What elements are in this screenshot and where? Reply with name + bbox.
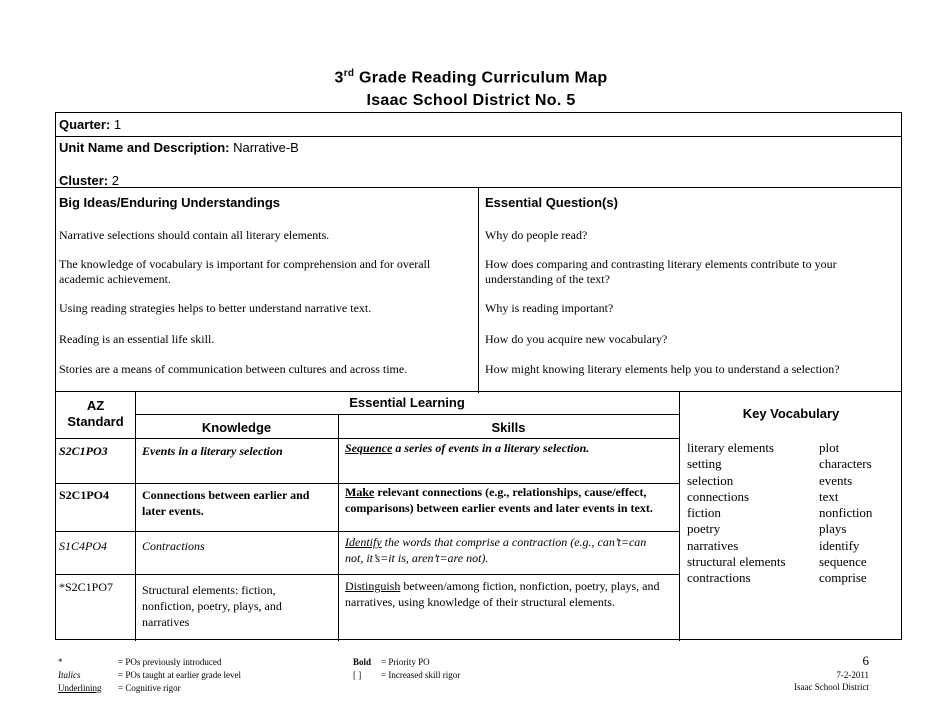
district-title: Isaac School District No. 5 (366, 92, 576, 109)
vocab-term: comprise (819, 570, 867, 586)
vocab-term: setting (687, 456, 722, 472)
vocab-term: text (819, 488, 839, 504)
vocab-term: narratives (687, 537, 739, 553)
col-standard-header-line1: AZ (86, 398, 105, 413)
vocab-term: structural elements (687, 554, 786, 570)
legend-key: Italics (58, 670, 81, 680)
col-skills-header: Skills (491, 420, 526, 435)
vocab-term: selection (687, 472, 734, 488)
vocab-term: plot (819, 440, 840, 455)
big-idea-item: Stories are a means of communication between cultures and across time. (59, 362, 408, 376)
legend-key: Underlining (58, 683, 102, 693)
essential-learning-header: Essential Learning (349, 395, 465, 410)
knowledge-cell: Contractions (142, 539, 205, 553)
questions-heading: Essential Question(s) (485, 195, 618, 210)
vocab-term: characters (819, 456, 872, 472)
big-ideas-section (55, 187, 902, 392)
vocab-term: poetry (687, 521, 721, 537)
vocab-term: sequence (819, 554, 867, 570)
cluster-value: 2 (111, 173, 119, 188)
quarter-row (55, 112, 902, 137)
unit-value: Narrative-B (233, 140, 299, 155)
skill-cell: Identify the words that comprise a contraction (e.g., can’t=can not, it’s=it is, aren’t=are not). (345, 535, 647, 565)
vocab-term: fiction (687, 505, 721, 521)
knowledge-cell: Structural elements: fiction, nonfiction, poetry, plays, and narratives (142, 583, 282, 629)
cluster-label: Cluster: (59, 173, 109, 188)
col-vocab-header: Key Vocabulary (742, 406, 840, 421)
vocab-term: nonfiction (819, 505, 873, 521)
legend-desc: = POs taught at earlier grade level (118, 670, 242, 680)
unit-row (55, 136, 902, 188)
skill-cell: Distinguish between/among fiction, nonfiction, poetry, plays, and narratives, using knowledge of their structural elements. (345, 579, 660, 609)
footer-org: Isaac School District (794, 682, 869, 692)
footer-date: 7-2-2011 (836, 670, 869, 680)
vocab-term: literary elements (687, 440, 774, 455)
vocab-term: identify (819, 537, 860, 553)
vocab-term: contractions (687, 570, 751, 586)
page-number: 6 (862, 653, 869, 668)
question-item: How do you acquire new vocabulary? (485, 332, 668, 346)
legend-desc: = POs previously introduced (118, 657, 222, 667)
legend-desc: = Increased skill rigor (381, 670, 461, 680)
skill-cell: Make relevant connections (e.g., relationships, cause/effect, comparisons) between earlier events and later events in text. (345, 485, 653, 515)
quarter-value: 1 (113, 117, 122, 132)
vocab-list-right (819, 440, 872, 587)
legend-key: [ ] (353, 670, 362, 680)
question-item: How might knowing literary elements help you to understand a selection? (485, 362, 840, 376)
page-title: 3rd Grade Reading Curriculum Map (334, 68, 608, 87)
unit-label: Unit Name and Description: (59, 140, 230, 155)
big-idea-item: Using reading strategies helps to better understand narrative text. (59, 301, 372, 315)
question-item: Why do people read? (485, 228, 588, 242)
vocab-list-left (687, 440, 786, 587)
standard-cell: S2C1PO3 (59, 444, 108, 458)
standard-cell: *S2C1PO7 (59, 580, 114, 594)
vocab-term: events (819, 472, 853, 488)
standard-cell: S2C1PO4 (59, 488, 110, 502)
big-ideas-heading: Big Ideas/Enduring Understandings (59, 195, 281, 210)
big-idea-item: The knowledge of vocabulary is important for comprehension and for overall academic achievement. (59, 257, 431, 286)
knowledge-cell: Connections between earlier and later events. (142, 488, 310, 518)
quarter-label: Quarter: (59, 117, 111, 132)
legend-desc: = Cognitive rigor (118, 683, 181, 693)
legend-key: Bold (353, 657, 372, 667)
col-knowledge-header: Knowledge (201, 420, 272, 435)
legend-desc: = Priority PO (381, 657, 430, 667)
question-item: Why is reading important? (485, 301, 614, 315)
col-standard-header-line2: Standard (67, 414, 124, 429)
essential-learning-table (55, 391, 902, 640)
big-idea-item: Narrative selections should contain all literary elements. (59, 228, 330, 242)
legend-key: * (58, 657, 63, 667)
standard-cell: S1C4PO4 (59, 539, 107, 553)
vocab-term: plays (819, 521, 847, 537)
vocab-term: connections (687, 488, 750, 504)
knowledge-cell: Events in a literary selection (142, 444, 283, 458)
skill-cell: Sequence a series of events in a literary selection. (345, 441, 590, 455)
question-item: How does comparing and contrasting literary elements contribute to your understanding of the text? (485, 257, 837, 286)
big-idea-item: Reading is an essential life skill. (59, 332, 215, 346)
